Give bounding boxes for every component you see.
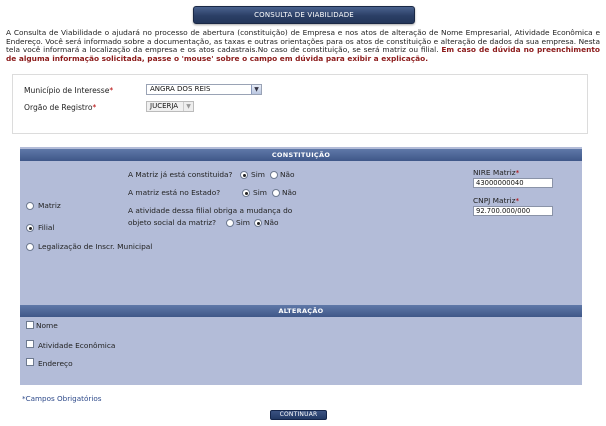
checkbox-endereco[interactable] [26,358,34,366]
form-panel [20,147,582,385]
label-legalizacao: Legalização de Inscr. Municipal [38,242,153,251]
label-q2-nao: Não [282,188,297,197]
radio-q1-sim[interactable] [240,171,248,179]
label-q2-sim: Sim [253,188,267,197]
municipio-label: Município de Interesse* [24,86,114,95]
checkbox-atividade-economica[interactable] [26,340,34,348]
checkbox-nome[interactable] [26,321,34,329]
orgao-select[interactable]: JUCERJA ▼ [146,101,194,112]
question-mudanca-objeto-line2: objeto social da matriz? [128,218,217,227]
label-q3-sim: Sim [236,218,250,227]
municipio-select[interactable]: ANGRA DOS REIS ▼ [146,84,262,95]
radio-q2-sim[interactable] [242,189,250,197]
radio-q1-nao[interactable] [270,171,278,179]
radio-legalizacao[interactable] [26,243,34,251]
radio-q2-nao[interactable] [272,189,280,197]
question-matriz-estado: A matriz está no Estado? [128,188,221,197]
chevron-down-icon: ▼ [251,85,261,94]
orgao-label: Orgão de Registro* [24,103,97,112]
label-nome: Nome [36,321,58,330]
required-fields-note: *Campos Obrigatórios [22,394,102,403]
label-q1-sim: Sim [251,170,265,179]
cnpj-input[interactable]: 92.700.000/000 [473,206,553,216]
intro-help: Em caso de dúvida no preenchimento de alguma informação solicitada, passe o 'mouse' sobre o campo em dúvida para exibir a explicação. [6,45,600,64]
section-alteracao-header: ALTERAÇÃO [20,305,582,317]
intro-main: A Consulta de Viabilidade o ajudará no processo de abertura (constituição) de Empresa e nos atos de alteração de Nome Empresarial, Atividade Econômica e Endereço. Você será informado sobre a documentação, as taxas e outras orientações para os atos de constituição e alteração de dados da sua empresa. Nesta tela você informará a localização da empresa e os atos cadastrais.No caso de constituição, se será matriz ou filial. [6,28,600,55]
nire-label: NIRE Matriz* [473,168,520,177]
intro-text [6,29,600,64]
radio-filial[interactable] [26,224,34,232]
chevron-down-icon: ▼ [183,102,193,111]
label-atividade-economica: Atividade Econômica [38,341,116,350]
continue-button[interactable]: CONTINUAR [270,410,327,420]
radio-q3-nao[interactable] [254,219,262,227]
radio-matriz[interactable] [26,202,34,210]
nire-input[interactable]: 43000000040 [473,178,553,188]
label-matriz: Matriz [38,201,61,210]
section-constituicao-header: CONSTITUIÇÃO [20,149,582,161]
label-q1-nao: Não [280,170,295,179]
question-mudanca-objeto-line1: A atividade dessa filial obriga a mudança do [128,206,293,215]
page-title: CONSULTA DE VIABILIDADE [193,6,415,24]
location-box [12,74,588,134]
cnpj-label: CNPJ Matriz* [473,196,520,205]
label-endereco: Endereço [38,359,73,368]
label-filial: Filial [38,223,55,232]
radio-q3-sim[interactable] [226,219,234,227]
label-q3-nao: Não [264,218,279,227]
question-matriz-constituida: A Matriz já está constituida? [128,170,233,179]
